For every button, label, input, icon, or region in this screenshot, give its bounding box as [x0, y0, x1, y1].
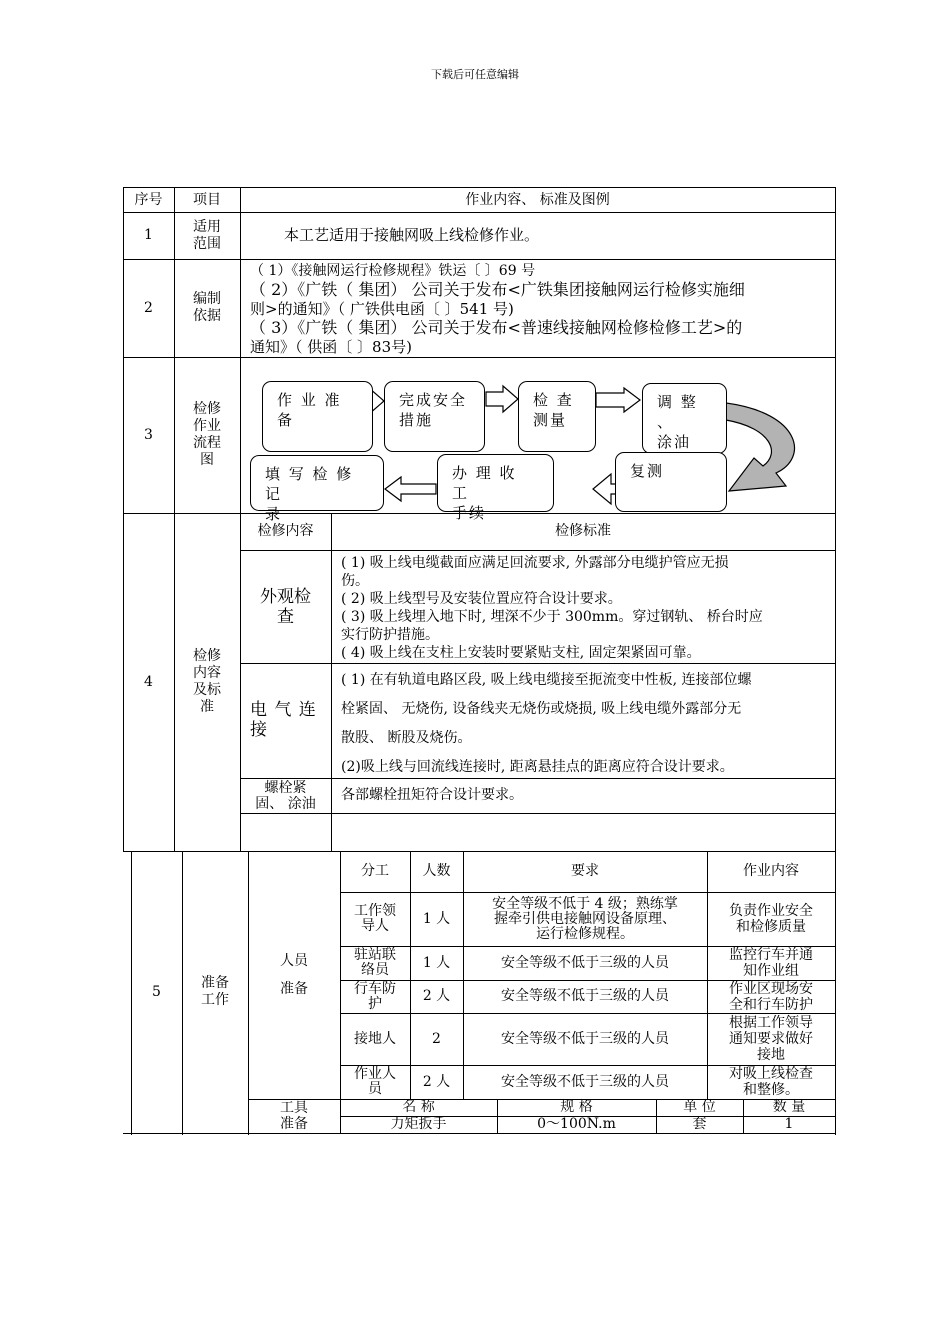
flow-step-recheck: 复测 — [615, 452, 727, 512]
row5-item: 准备 工作 — [201, 975, 229, 1008]
staff-req: 安全等级不低于三级的人员 — [501, 1073, 669, 1090]
flow-step-inspect: 检 查 测量 — [518, 381, 596, 452]
staff-count: 1 人 — [422, 954, 451, 971]
row4-item: 检修 内容 及标 准 — [193, 648, 221, 715]
staff-role: 作业人 员 — [354, 1066, 396, 1097]
sub3-name: 螺栓紧 固、 涂油 — [255, 779, 316, 812]
flow-step-close: 办 理 收 工 手续 — [437, 454, 554, 512]
row2-seq: 2 — [144, 299, 153, 316]
sub2-standard: ( 1) 在有轨道电路区段, 吸上线电缆接至扼流变中性板, 连接部位螺 栓紧固、 无烧伤, 设备线夹无烧伤或烧损, 吸上线电缆外露部分无 散股、 断股及烧伤。 (2)吸上线与回流线连接时, 距离悬挂点的距离应符合设计要求。 — [341, 672, 752, 775]
staff-count: 2 — [432, 1030, 441, 1047]
sub1-standard: ( 1) 吸上线电缆截面应满足回流要求, 外露部分电缆护管应无损 伤。 ( 2) 吸上线型号及安装位置应符合设计要求。 ( 3) 吸上线埋入地下时, 埋深不少于 300mm。穿过钢轨、 桥台时应 实行防护措施。 ( 4) 吸上线在支柱上安装时要紧贴支柱, 固定架紧固可靠。 — [341, 555, 763, 661]
staff-task: 对吸上线检查 和整修。 — [729, 1066, 813, 1098]
row2-line-3: 则>的通知》（ 广铁供电函〔 〕541 号) — [250, 300, 514, 318]
staff-req: 安全等级不低于三级的人员 — [501, 954, 669, 971]
row2-line-1: （ 1）《接触网运行检修规程》铁运〔 〕69 号 — [250, 263, 536, 279]
col-task: 作业内容 — [743, 863, 799, 879]
row5-seq: 5 — [152, 983, 161, 1000]
sub1-name: 外观检 查 — [260, 586, 311, 627]
tool-col-qty: 数 量 — [772, 1099, 806, 1115]
staff-count: 1 人 — [422, 910, 451, 927]
tool-col-unit: 单 位 — [683, 1099, 716, 1115]
sub2-name: 电 气 连 接 — [250, 700, 317, 740]
flow-step-record: 填 写 检 修 记 录 — [250, 455, 384, 511]
tool-qty: 1 — [784, 1116, 794, 1132]
tool-name: 力矩扳手 — [390, 1116, 447, 1132]
row1-content: 本工艺适用于接触网吸上线检修作业。 — [284, 226, 540, 244]
col-inspect-content: 检修内容 — [257, 523, 314, 539]
col-content-header: 作业内容、 标准及图例 — [465, 191, 610, 208]
staff-req: 安全等级不低于 4 级；熟练掌 握牵引供电接触网设备原理、 运行检修规程。 — [492, 895, 678, 942]
row2-item: 编制 依据 — [193, 291, 221, 324]
staff-task: 作业区现场安 全和行车防护 — [729, 980, 813, 1013]
header-note: 下载后可任意编辑 — [431, 68, 519, 81]
col-role: 分工 — [361, 863, 389, 879]
flow-step-safety: 完成安全 措施 — [384, 381, 485, 452]
tool-unit: 套 — [692, 1116, 707, 1132]
staff-count: 2 人 — [422, 1073, 451, 1090]
row4-seq: 4 — [144, 673, 153, 690]
staff-role: 行车防 护 — [354, 980, 396, 1012]
tools-label: 工具 准备 — [280, 1100, 308, 1132]
row2-line-5: 通知》（ 供函〔 〕83号) — [250, 338, 412, 356]
row3-item: 检修 作业 流程 图 — [193, 401, 221, 468]
staff-role: 接地人 — [354, 1030, 396, 1047]
staff-task: 监控行车并通 知作业组 — [729, 947, 813, 979]
sub3-standard: 各部螺栓扭矩符合设计要求。 — [341, 787, 523, 803]
col-inspect-standard: 检修标准 — [555, 523, 611, 539]
col-item-header: 项目 — [193, 191, 221, 208]
staff-count: 2 人 — [422, 988, 451, 1004]
tool-col-name: 名 称 — [402, 1099, 435, 1115]
staff-role: 驻站联 络员 — [354, 947, 396, 978]
flow-step-adjust: 调 整 、 涂油 — [642, 383, 727, 454]
tool-spec: 0～100N.m — [537, 1116, 616, 1132]
row2-line-4: （ 3）《广铁（ 集团） 公司关于发布<普速线接触网检修检修工艺>的 — [250, 318, 743, 337]
staff-task: 负责作业安全 和检修质量 — [729, 903, 813, 935]
staff-role: 工作领 导人 — [354, 903, 396, 934]
staff-req: 安全等级不低于三级的人员 — [501, 988, 669, 1004]
col-req: 要求 — [571, 863, 599, 879]
personnel-label: 人员 准备 — [280, 953, 308, 997]
row3-seq: 3 — [144, 426, 153, 443]
col-seq-header: 序号 — [134, 191, 163, 208]
row1-item: 适用 范围 — [193, 218, 221, 252]
col-count: 人数 — [422, 863, 451, 879]
staff-req: 安全等级不低于三级的人员 — [501, 1030, 669, 1047]
staff-task: 根据工作领导 通知要求做好 接地 — [729, 1015, 813, 1063]
flow-step-prepare: 作 业 准 备 — [262, 381, 373, 452]
tool-col-spec: 规 格 — [560, 1099, 593, 1115]
row1-seq: 1 — [144, 227, 153, 243]
row2-line-2: （ 2）《广铁（ 集团） 公司关于发布<广铁集团接触网运行检修实施细 — [250, 280, 745, 299]
